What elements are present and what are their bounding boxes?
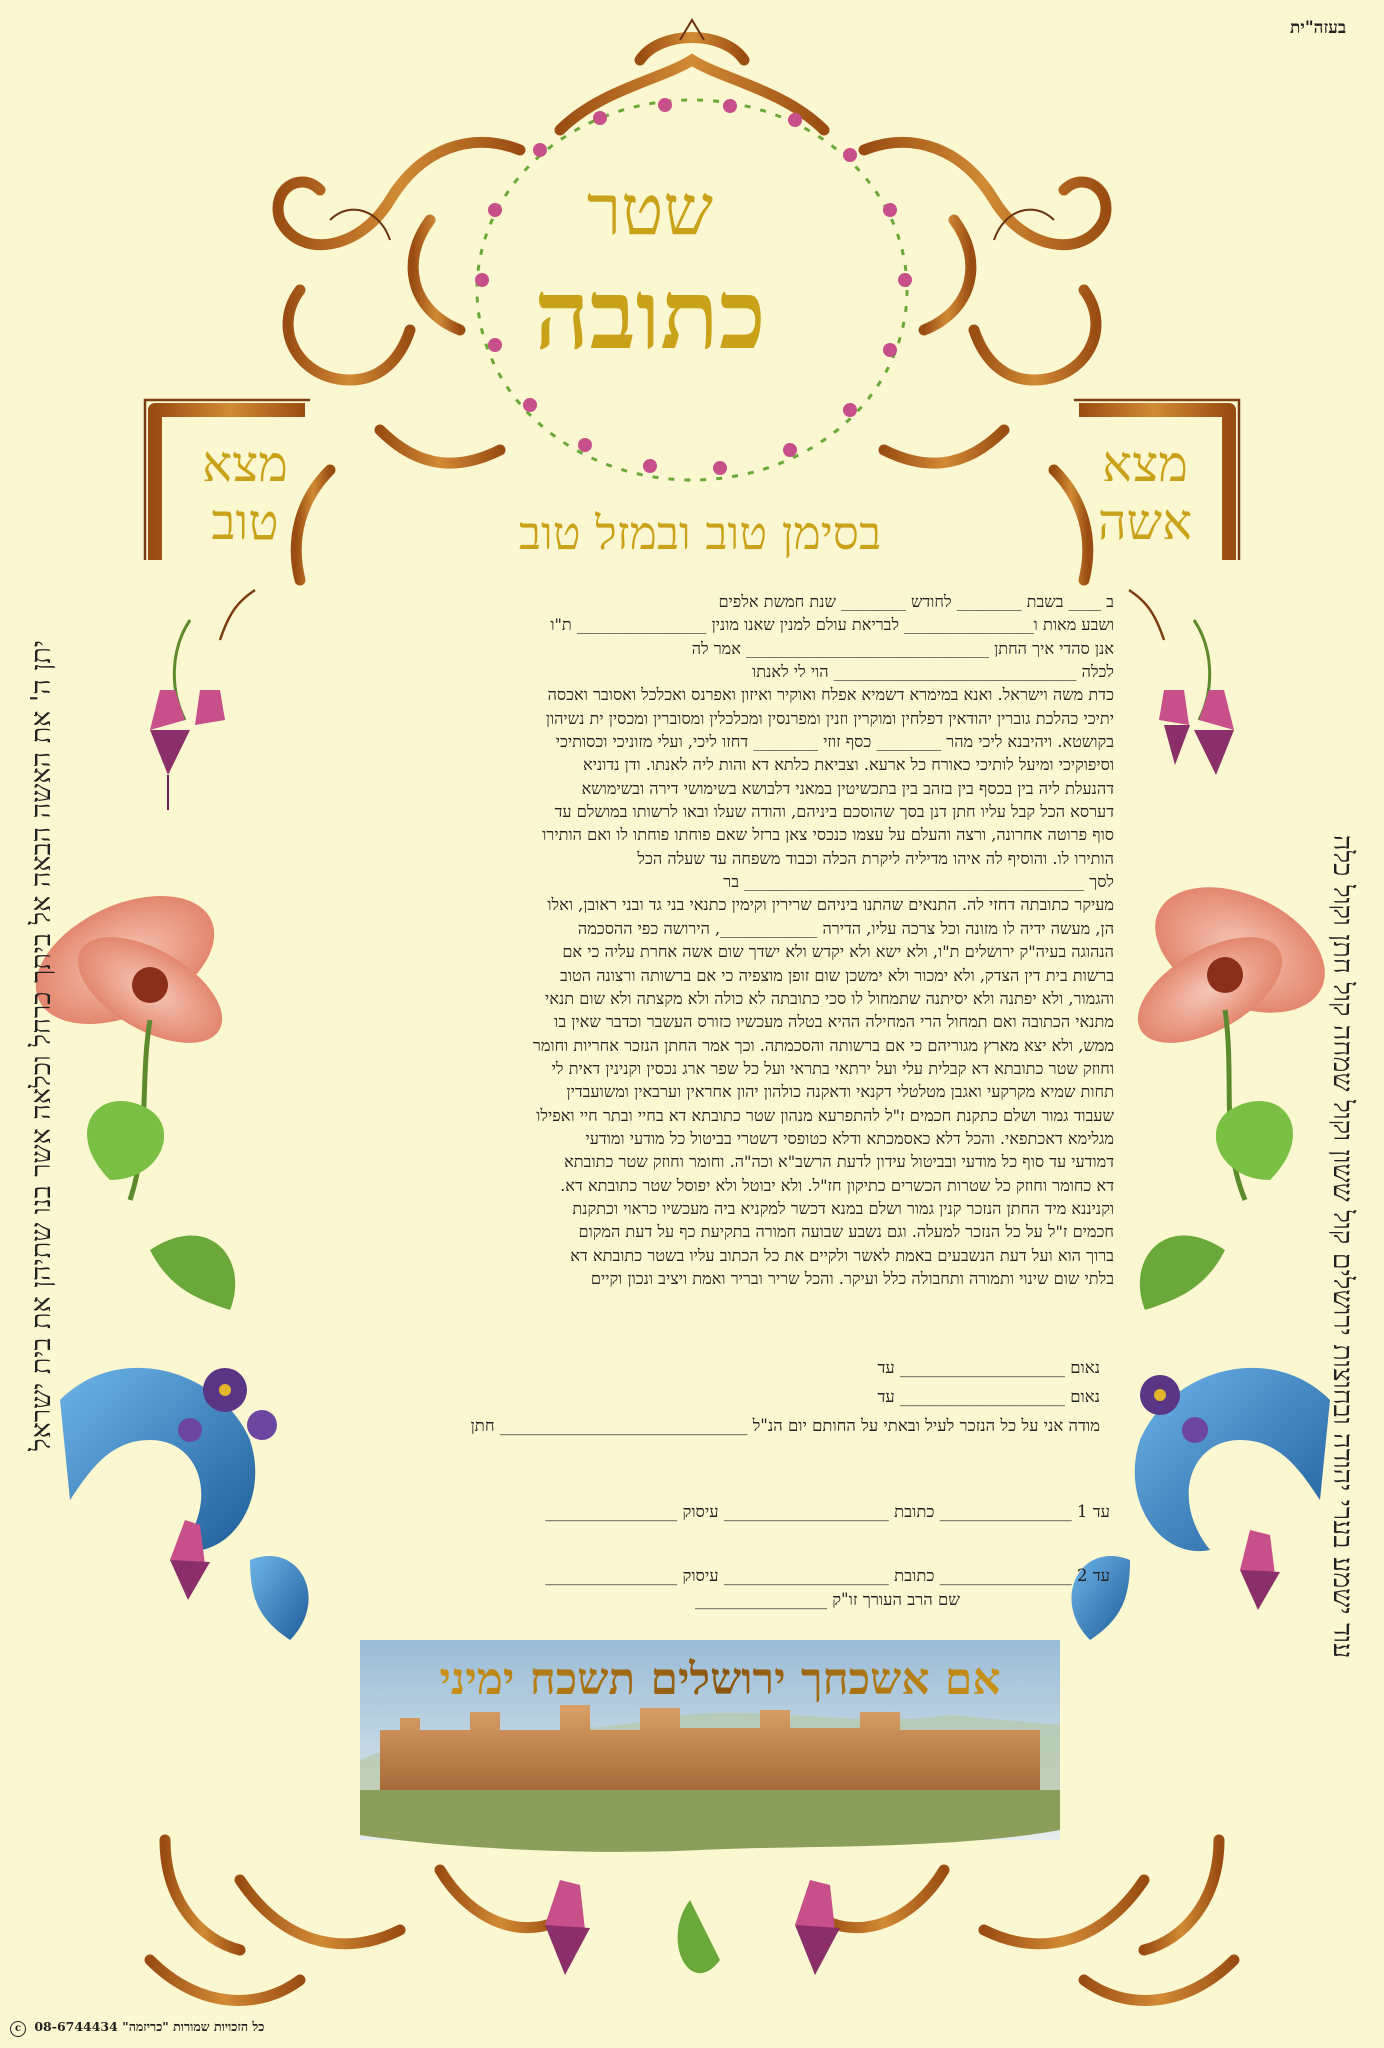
body-line: בלתי שום שינוי ותמורה ותחבולה כלל ועיקר. והכל שריר ובריר ואמת ויציב ונכון וקיים <box>590 1268 1114 1288</box>
title-line1: שטר <box>586 169 714 251</box>
body-line: מתנאי הכתובה ואם תמחול הרי המחילה ההיא בטלה מעכשיו כזורס העשבר וכדבר שאין בו <box>554 1012 1114 1032</box>
body-line: הנהוגה בעיה"ק ירושלים ת"ו, ולא ישא ולא יקדש ולא ישדך שום אשה אחרת עליה כי אם <box>562 942 1114 962</box>
body-line: דא כחומר וחוזק כל שטרות הכשרים כתיקון חז"ל. ולא יבוטל ולא יפוסל שטר כתובתא דא. <box>560 1175 1114 1195</box>
body-line: יתיכי כהלכת גוברין יהודאין דפלחין ומוקרין וזנין ומפרנסין ומכלכלין ומסוברין ומכסין ית נשיהון <box>545 708 1114 728</box>
body-line: ברוך הוא ועל דעת הנשבעים באמת לאשר ולקיים את כל הכתוב עליו בשטר כתובתא דא <box>570 1245 1114 1265</box>
left-blue-scroll <box>60 1368 309 1640</box>
groom-signature-line[interactable]: מודה אני על כל הנזכר לעיל ובאתי על החותם יום הנ"ל ______________________________ חתן <box>470 1416 1100 1435</box>
right-fuchsia-bottom <box>1240 1530 1280 1610</box>
body-line: מעיקר כתובתה דחזי לה. התנאים שהתנו ביניהם שרירין וקימין כתנאי בני גד ובני ראובן, ואלו <box>547 895 1114 915</box>
body-line: אנן סהדי איך החתן ______________________________ אמר לה <box>691 638 1114 658</box>
body-line: הן, מעשה ידיה לו מזונה וכל צרכה עליו, הדירה ____________, הירושה כפי ההסכמה <box>577 918 1114 938</box>
copyright-icon: c <box>10 2021 26 2037</box>
body-line: והגמור, ולא יפתנה ולא יסיתנה שתמחול לו סכי כתובתה לא כולה ולא מקצתה ולא שום תנאי <box>545 988 1114 1008</box>
blessing: בסימן טוב ובמזל טוב <box>518 506 882 560</box>
corner-blessing: בעזה"ית <box>1290 18 1347 38</box>
side-phrase-left: מצא טוב <box>202 435 288 551</box>
body-line: הותירו לו. והוסיף לה איהו מדיליה ליקרת הכלה וכבוד משפחה עד שעלה הכל <box>637 848 1114 868</box>
vertical-verse-left: יתן ה' את האשה הבאה אל ביתך כרחל וכלאה אשר בנו שתיהן את בית ישראל <box>26 640 57 1451</box>
title-line2: כתובה <box>534 258 766 371</box>
copyright-text: כל הזכויות שמורות "כריזמה" 08-6744434 <box>34 2019 265 2034</box>
body-line: כדת משה וישראל. ואנא במימרא דשמיא אפלח ואוקיר ואיזון ואפרנס ואכלכל ואסובר ואכסה <box>547 685 1114 705</box>
vertical-verse-right: עוד ישמע בערי יהודה ובחוצות ירושלים קול ששון וקול שמחה קול חתן וקול כלה <box>1327 834 1358 1658</box>
body-line: ב ____ בשבת ________ לחודש ________ שנת חמשת אלפים <box>718 592 1114 611</box>
jerusalem-verse: אם אשכחך ירושלים תשכח ימיני <box>370 1650 1070 1710</box>
copyright-footer <box>10 2019 264 2037</box>
right-blue-scroll <box>1071 1368 1330 1640</box>
witness-2-details[interactable]: עד 2 ________________ כתובת ____________________ עיסוק ________________ <box>545 1566 1110 1585</box>
bottom-fuchsias <box>545 1880 840 1975</box>
body-line: וקניננא מיד החתן הנזכר קנין גמור ושלם במנא דכשר למקניא ביה מעכשיו כראוי וכתקנת <box>572 1198 1114 1218</box>
witness-1-line[interactable]: נאום ____________________ עד <box>877 1358 1100 1377</box>
body-line: וסיפוקיכי ומיעל לותיכי כאורח כל ארעא. וצביאת כלתא דא והות ליה לאנתו. ודן נדוניא <box>583 755 1114 775</box>
body-line: דהנעלת ליה בין בכסף בין בזהב בין בתכשיטין במאני דלבושא בשימושי דירה ובשימושא <box>581 778 1114 798</box>
witness-lines <box>300 1353 1100 1440</box>
body-line: וחוזק שטר כתובתא דא קבלית עלי ועל ירתאי בתראי ועל כל שפר ארג נכסין וקנינין דאית לי <box>551 1058 1114 1078</box>
body-line: חכמים ז"ל על כל הנזכר למעלה. וגם נשבע שבועה חמורה בתקיעת כף על דעת המקום <box>578 1222 1114 1242</box>
body-line: ושבע מאות ו________________ לבריאת עולם למנין שאנו מונין ________________ ת"ו <box>550 615 1114 635</box>
body-line: ברשות בית דין הצדק, ולא ימכור ולא ימשכן שום זופן מוצפיה כי אם ברשותה ורצונה הטוב <box>560 965 1114 985</box>
body-line: מגלימא דאכתפאי. והכל דלא כאסמכתא ודלא כטופסי דשטרי בביטול כל מודעי ומודעי <box>585 1128 1114 1148</box>
body-line: תחות שמיא מקרקעי ואגבן מטלטלי דקנאי ודאקנה כולהון יהון אחראין וערבאין ומשועבדין <box>566 1082 1114 1102</box>
witness-2-line[interactable]: נאום ____________________ עד <box>877 1387 1100 1406</box>
ketubah-body <box>272 590 1114 1290</box>
body-line: בקושטא. ויהיבנא ליכי מהר ________ כסף זוזי ________ דחזו ליכי, ועלי מזוניכי וכסותיכי <box>555 732 1114 752</box>
rabbi-line[interactable]: שם הרב העורך זו"ק ________________ <box>694 1590 960 1609</box>
body-line: סוף פרוטה אחרונה, ורצה והעלם על עצמו כנכסי צאן ברזל שאם פוחתו פוחתו לו ואם הותירו <box>542 825 1114 845</box>
body-line: לסך __________________________________________ בר <box>723 872 1114 892</box>
signatures-block <box>280 1480 1110 1608</box>
body-line: ממש, ולא יצא מארץ מגוריהם כי אם ברשותה והסכמתה. וכך אמר החתן הנזכר אחריות וחומר <box>532 1035 1114 1055</box>
body-line: דמודעי עד סוף כל מודעי ובביטול עידון לדעת הרשב"א וכה"ה. וחומר וחוזק שטר כתובתא <box>564 1152 1114 1172</box>
side-phrase-right: מצא אשה <box>1097 435 1193 551</box>
body-line: לכלה ______________________________ הוי לי לאנתו <box>752 662 1114 682</box>
body-line: שעבוד גמור ושלם כתקנת חכמים ז"ל להתפרעא מנהון שטר כתובתא דא בחיי ובתר חיי ואפילו <box>536 1105 1114 1125</box>
body-line: דערסא הכל קבל עליו חתן דנן בסך שהוסכם ביניהם, והודה שעלו ובאו לרשותו במושלם עד <box>554 802 1114 822</box>
witness-1-details[interactable]: עד 1 ________________ כתובת ____________________ עיסוק ________________ <box>545 1502 1110 1521</box>
